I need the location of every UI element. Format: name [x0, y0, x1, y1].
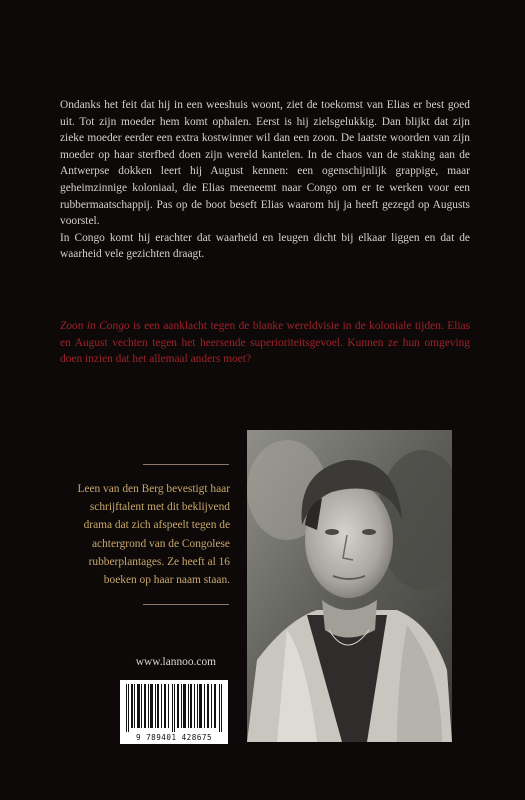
blurb-paragraph-2: In Congo komt hij erachter dat waarheid en leugen dicht bij elkaar liggen en dat de waarheid vele gezichten draagt. [60, 231, 470, 261]
teaser-text: is een aanklacht tegen de blanke wereldvisie in de koloniale tijden. Elias en August vechten tegen het heersende superioriteitsgevoel. Kunnen ze hun omgeving doen inzien dat het allemaal anders moet? [60, 320, 471, 366]
bottom-divider-rule [143, 604, 229, 605]
back-cover-blurb [60, 97, 470, 263]
isbn-barcode [120, 680, 228, 744]
publisher-url: www.lannoo.com [135, 656, 216, 668]
teaser-book-title: Zoon in Congo [60, 320, 130, 332]
barcode-bars [124, 684, 224, 732]
top-divider-rule [143, 464, 229, 465]
blurb-paragraph-1: Ondanks het feit dat hij in een weeshuis woont, ziet de toekomst van Elias er best goed uit. Tot zijn moeder hem komt ophalen. Eerst is hij zielsgelukkig. Dan blijkt dat zijn zieke moeder eerder een extra kostwinner wil dan een zoon. De laatste woorden van zijn moeder op haar sterfbed doen zijn wereld kantelen. In de chaos van de staking aan de Antwerpse dokken leert hij August kennen: een ogenschijnlijk grappige, maar geheimzinnige koloniaal, die Elias meeneemt naar Congo om er te werken voor een rubbermaatschappij. Pas op de boot beseft Elias waarom hij ja heeft gezegd op Augusts voorstel. [60, 99, 470, 228]
red-teaser [60, 318, 470, 368]
teaser-paragraph [60, 318, 470, 368]
author-bio: Leen van den Berg bevestigt haar schrijftalent met dit beklijvend drama dat zich afspeelt tegen de achtergrond van de Congolese rubberplantages. Ze heeft al 16 boeken op haar naam staan. [77, 483, 230, 587]
isbn-number: 9 789401 428675 [135, 733, 213, 742]
author-portrait-image [247, 430, 452, 742]
author-photo [247, 430, 452, 742]
